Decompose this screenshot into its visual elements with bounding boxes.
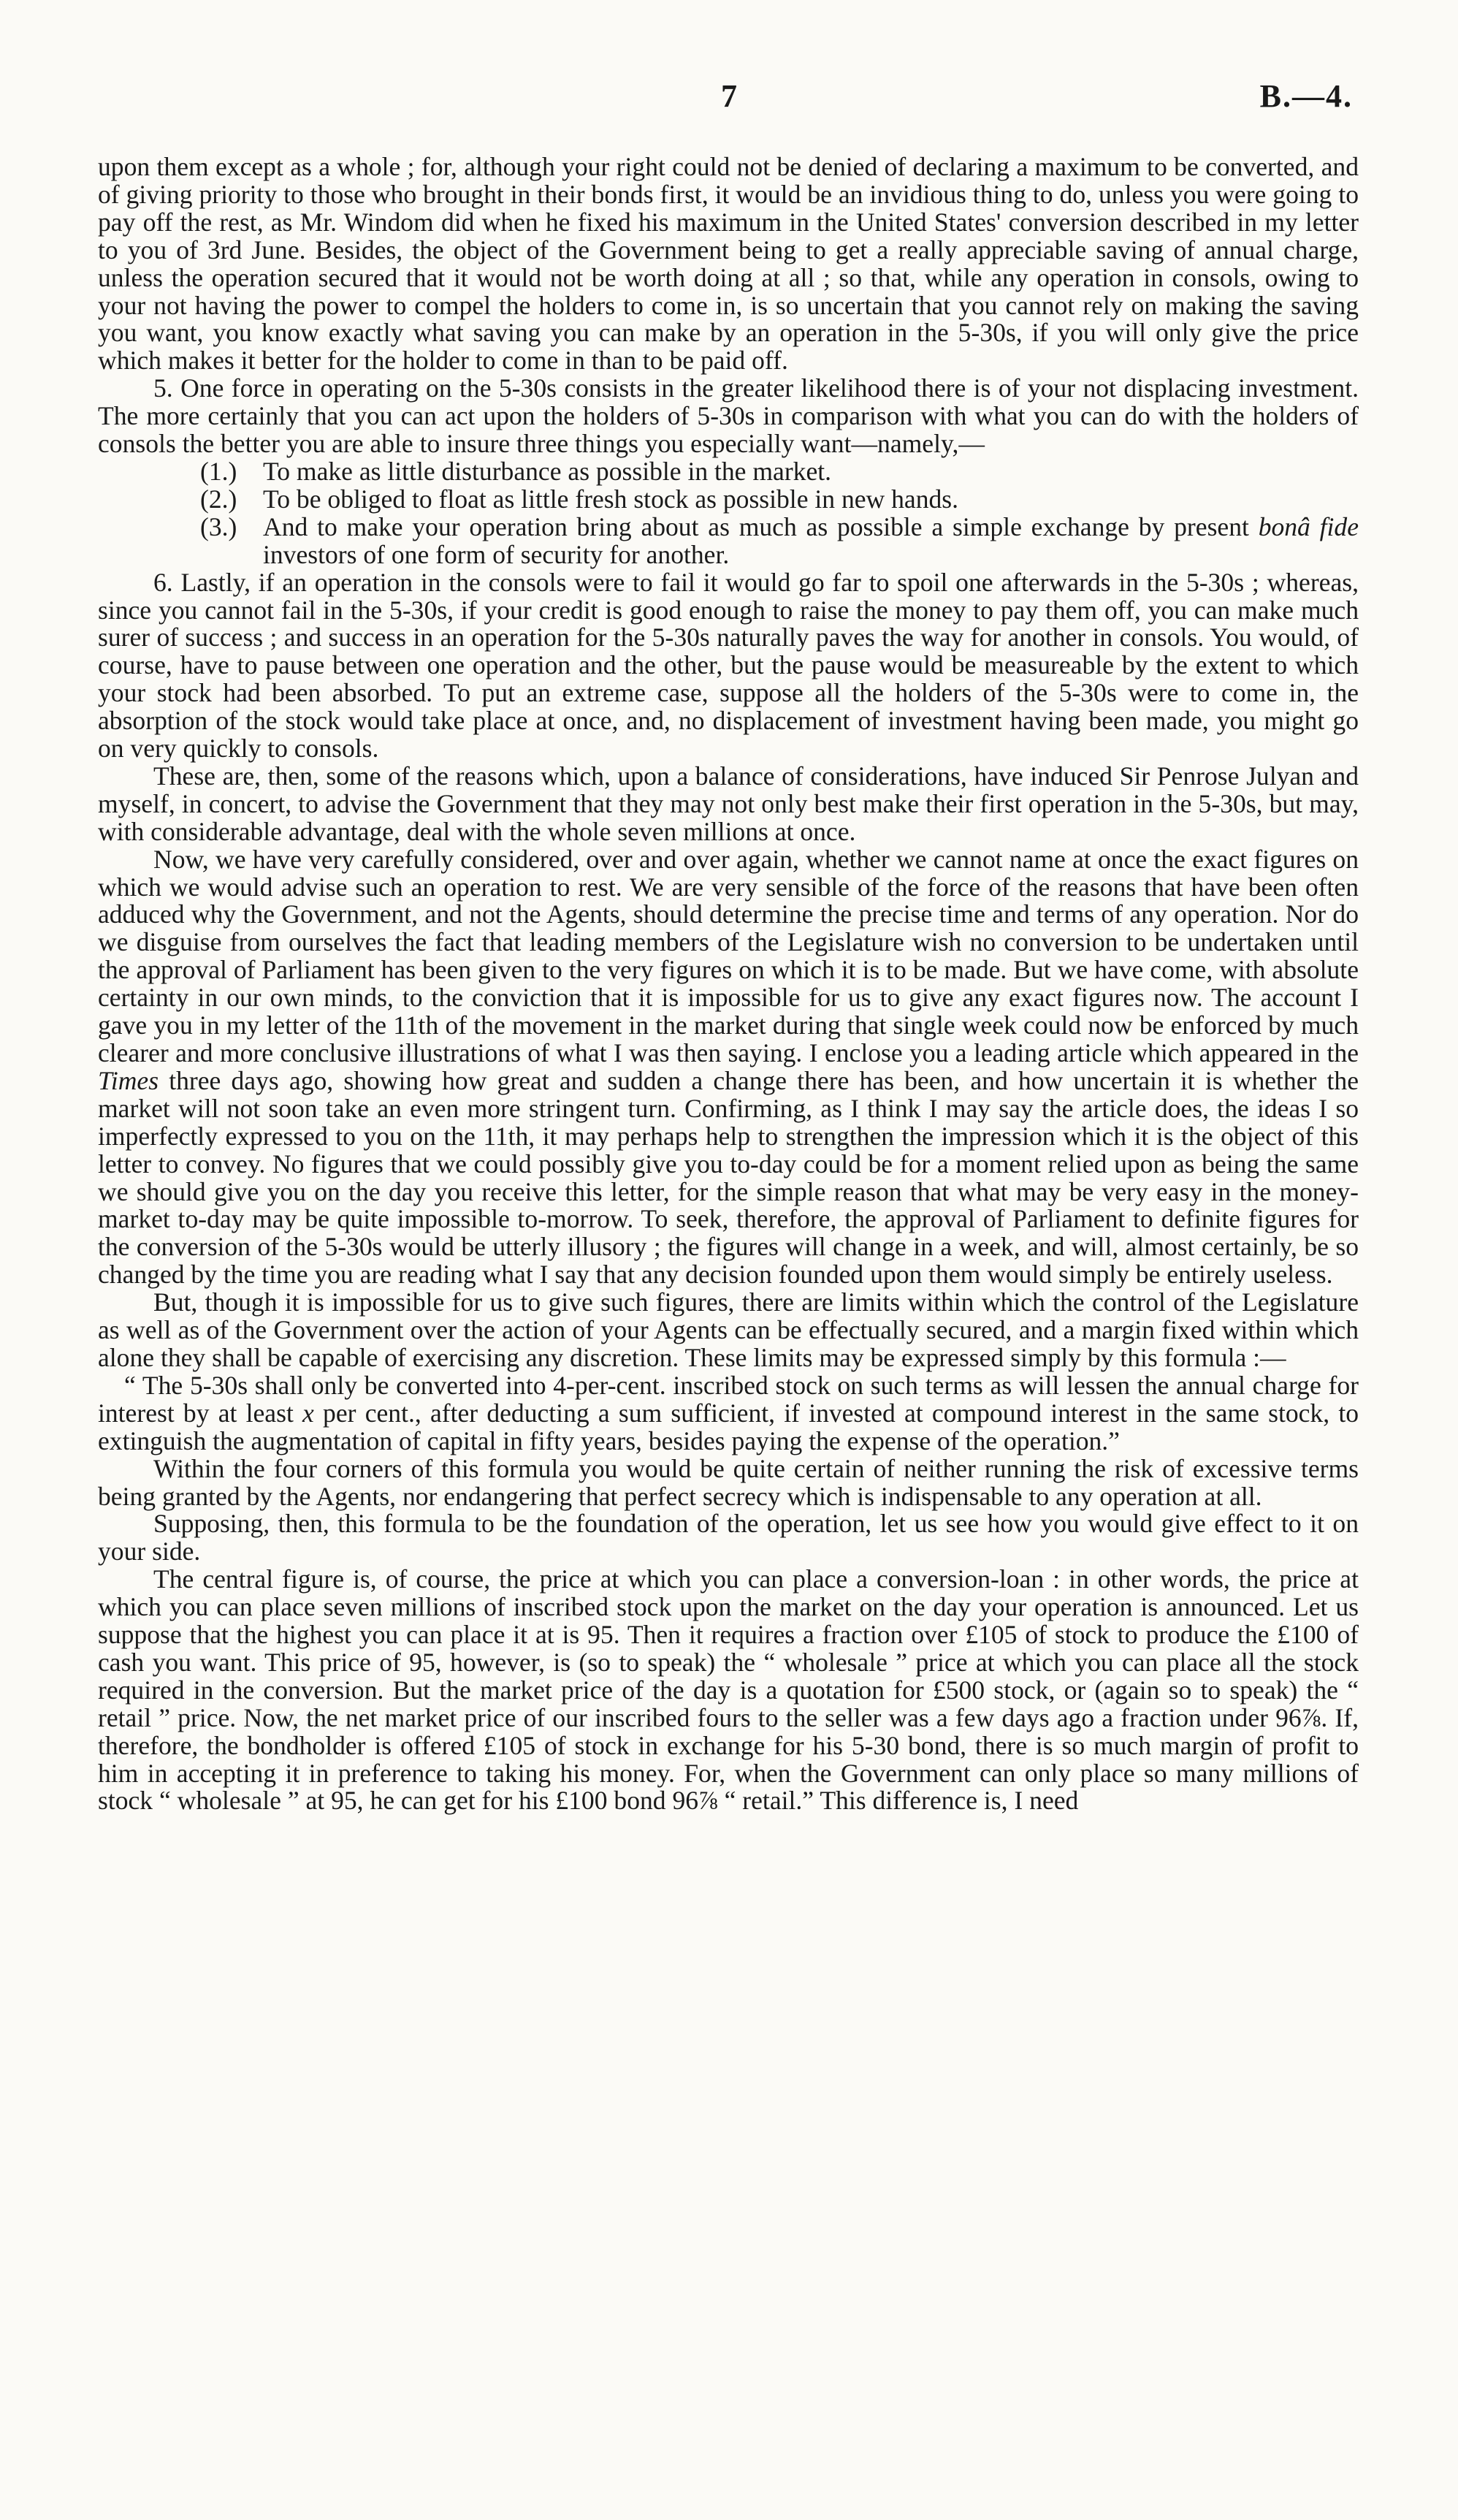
paragraph: Supposing, then, this formula to be the foundation of the operation, let us see how you would give effect to it on your side. <box>98 1509 1359 1567</box>
formula-quote <box>98 1372 1359 1455</box>
paragraph-text: Now, we have very carefully considered, over and over again, whether we cannot name at once the exact figures on which we would advise such an operation to rest. We are very sensible of the force of the reasons that have been often adduced why the Government, and not the Agents, should determine the precise time and terms of any operation. Nor do we disguise from ourselves the fact that leading members of the Legislature wish no conversion to be undertaken until the approval of Parliament has been given to the very figures on which it is to be made. But we have come, with absolute certainty in our own minds, to the conviction that it is impossible for us to give any exact figures now. The account I gave you in my letter of the 11th of the movement in the market during that single week could now be enforced by much clearer and more conclusive illustrations of what I was then saying. I enclose you a leading article which appeared in the <box>98 844 1359 1067</box>
page-number: 7 <box>721 78 737 114</box>
paragraph-text: “ The 5-30s shall only be converted into 4-per-cent. inscribed stock on such terms as will lessen the annual charge for interest by at least <box>98 1370 1359 1428</box>
list-item <box>98 458 1359 486</box>
paragraph: The central figure is, of course, the price at which you can place a conversion-loan : in other words, the price at which you can place seven millions of inscribed stock upon the market on the day your operation is announced. Let us suppose that the highest you can place it at is 95. Then it requires a fraction over £105 of stock to produce the £100 of cash you want. This price of 95, however, is (so to speak) the “ wholesale ” price at which you can place all the stock required in the conversion. But the market price of the day is a quotation for £500 stock, or (again so to speak) the “ retail ” price. Now, the net market price of our inscribed fours to the seller was a few days ago a fraction under 96⅞. If, therefore, the bondholder is offered £105 of stock in exchange for his 5-30 bond, there is so much margin of profit to him in accepting it in preference to taking his money. For, when the Government can only place so many millions of stock “ wholesale ” at 95, he can get for his £100 bond 96⅞ “ retail.” This difference is, I need <box>98 1564 1359 1816</box>
list-item-emphasis: bonâ fide <box>1258 511 1359 541</box>
list-item-text: And to make your operation bring about as much as possible a simple exchange by present <box>263 511 1259 541</box>
paragraph: 5. One force in operating on the 5-30s consists in the greater likelihood there is of your not displacing investment. The more certainly that you can act upon the holders of 5-30s in comparison with what you can do with the holders of consols the better you are able to insure three things you especially want—namely,— <box>98 373 1359 459</box>
list-item-text: investors of one form of security for another. <box>263 539 730 569</box>
list-item-number: (1.) <box>200 456 237 486</box>
list-item-text: To make as little disturbance as possible in the market. <box>263 456 832 486</box>
list-item-text: To be obliged to float as little fresh stock as possible in new hands. <box>263 484 959 514</box>
paragraph: 6. Lastly, if an operation in the consols were to fail it would go far to spoil one afterwards in the 5-30s ; whereas, since you cannot fail in the 5-30s, if your credit is good enough to raise the money to pay them off, you can make much surer of success ; and success in an operation for the 5-30s naturally paves the way for another in consols. You would, of course, have to pause between one operation and the other, but the pause would be measureable by the extent to which your stock had been absorbed. To put an extreme case, suppose all the holders of the 5-30s were to come in, the absorption of the stock would take place at once, and, no displacement of investment having been made, you might go on very quickly to consols. <box>98 567 1359 764</box>
list-item-number: (2.) <box>200 484 237 514</box>
numbered-list <box>98 458 1359 569</box>
document-reference: B.—4. <box>1259 78 1353 114</box>
newspaper-title: Times <box>98 1065 159 1095</box>
paragraph: These are, then, some of the reasons which, upon a balance of considerations, have induced Sir Penrose Julyan and myself, in concert, to advise the Government that they may not only best make their first operation in the 5-30s, but may, with considerable advantage, deal with the whole seven millions at once. <box>98 761 1359 846</box>
paragraph: But, though it is impossible for us to give such figures, there are limits within which the control of the Legislature as well as of the Government over the action of your Agents can be effectually secured, and a margin fixed within which alone they shall be capable of exercising any discretion. These limits may be expressed simply by this formula :— <box>98 1287 1359 1372</box>
paragraph <box>98 846 1359 1290</box>
paragraph: Within the four corners of this formula you would be quite certain of neither running the risk of excessive terms being granted by the Agents, nor endangering that perfect secrecy which is indispensable to any operation at all. <box>98 1453 1359 1511</box>
list-item <box>98 511 1359 569</box>
formula-variable: x <box>302 1398 314 1428</box>
list-item-number: (3.) <box>200 511 237 541</box>
list-item <box>98 486 1359 514</box>
paragraph-text: three days ago, showing how great and sudden a change there has been, and how uncertain it is whether the market will not soon take an even more stringent turn. Confirming, as I think I may say the article does, the ideas I so imperfectly expressed to you on the 11th, it may perhaps help to strengthen the impression which it is the object of this letter to convey. No figures that we could possibly give you to-day could be for a moment relied upon as being the same we should give you on the day you receive this letter, for the simple reason that what may be very easy in the money-market to-day may be quite impossible to-morrow. To seek, therefore, the approval of Parliament to definite figures for the conversion of the 5-30s would be utterly illusory ; the figures will change in a week, and will, almost certainly, be so changed by the time you are reading what I say that any decision founded upon them would simply be entirely useless. <box>98 1065 1359 1290</box>
document-body <box>98 153 1359 1815</box>
paragraph-text: per cent., after deducting a sum sufficient, if invested at compound interest in the same stock, to extinguish the augmentation of capital in fifty years, besides paying the expense of the operation.” <box>98 1398 1359 1455</box>
paragraph: upon them except as a whole ; for, although your right could not be denied of declaring a maximum to be converted, and of giving priority to those who brought in their bonds first, it would be an invidious thing to do, unless you were going to pay off the rest, as Mr. Windom did when he fixed his maximum in the United States' conversion described in my letter to you of 3rd June. Besides, the object of the Government being to get a really appreciable saving of annual charge, unless the operation secured that it would not be worth doing at all ; so that, while any operation in consols, owing to your not having the power to compel the holders to come in, is so uncertain that you cannot rely on making the saving you want, you know exactly what saving you can make by an operation in the 5-30s, if you will only give the price which makes it better for the holder to come in than to be paid off. <box>98 152 1359 376</box>
